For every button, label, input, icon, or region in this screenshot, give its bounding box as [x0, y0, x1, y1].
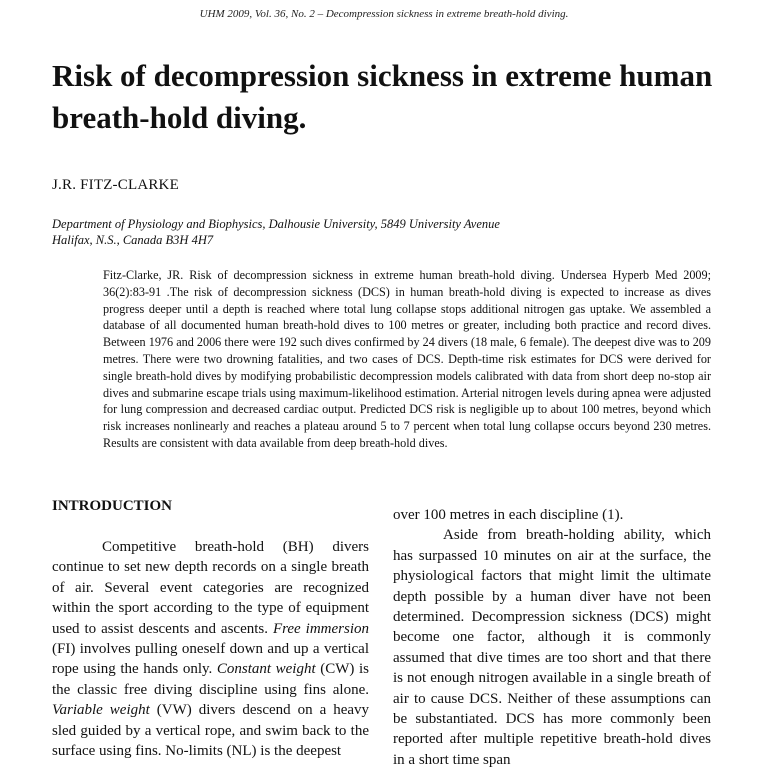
intro-p1-text-4: (VW) divers descend on a heavy sled guided by a vertical rope, and swim back to the surface using fins. No-limits (NL) is the deepest: [52, 702, 370, 760]
left-column: [52, 498, 369, 761]
intro-p1-text-3: (CW) is the classic free diving discipline using fins alone.: [52, 661, 369, 698]
term-constant-weight: Constant weight: [216, 661, 316, 678]
paper-title: Risk of decompression sickness in extreme human breath-hold diving.: [52, 58, 713, 135]
intro-p1-text-2: (FI) involves pulling oneself down and up a vertical rope using the hands only.: [52, 641, 369, 678]
running-head: UHM 2009, Vol. 36, No. 2 – Decompression sickness in extreme breath-hold diving.: [199, 8, 569, 20]
introduction-heading: INTRODUCTION: [52, 498, 173, 514]
right-column: [393, 505, 711, 770]
term-free-immersion: Free immersion: [272, 620, 369, 637]
introduction-paragraph-1: [52, 537, 369, 761]
author-name: J.R. FITZ-CLARKE: [52, 177, 179, 193]
author-affiliation: [52, 216, 692, 248]
abstract: Fitz-Clarke, JR. Risk of decompression sickness in extreme human breath-hold diving. Undersea Hyperb Med 2009; 36(2):83-91 .The risk of decompression sickness (DCS) in human breath-hold diving is expected to increase as dives progress deeper until a depth is reached where total lung collapse stops additional nitrogen gas uptake. We assembled a database of all documented human breath-hold dives to 100 metres or greater, including both practice and record dives. Between 1976 and 2006 there were 192 such dives confirmed by 24 divers (18 male, 6 female). The deepest dive was to 209 metres. There were two drowning fatalities, and two cases of DCS. Depth-time risk estimates for DCS were derived for single breath-hold dives by modifying probabilistic decompression models calibrated with data from short deep no-stop air dives and submarine escape trials using maximum-likelihood estimation. Arterial nitrogen levels during apnea were adjusted for lung compression and decreased cardiac output. Predicted DCS risk is negligible up to about 100 metres, beyond which risk increases nonlinearly and reaches a plateau around 5 to 7 percent when total lung collapse occurs beyond 230 metres. Results are consistent with data available from deep breath-hold dives.: [103, 268, 711, 450]
intro-p1-text-1: Competitive breath-hold (BH) divers continue to set new depth records on a single breath of air. Several event categories are recognized within the sport according to the type of equipment used to assist descents and ascents.: [52, 539, 369, 637]
introduction-paragraph-2: Aside from breath-holding ability, which has surpassed 10 minutes on air at the surface, the physiological factors that might limit the ultimate depth possible by a human diver have not been determined. Decompression sickness (DCS) might become one factor, although it is commonly assumed that dive times are too short and that there is not enough nitrogen available in a single breath of air to cause DCS. Neither of these assumptions can be substantiated. DCS has more commonly been reported after multiple repetitive breath-hold dives in a short time span: [393, 527, 711, 768]
affiliation-line-1: Department of Physiology and Biophysics, Dalhousie University, 5849 University Avenue: [52, 217, 500, 231]
introduction-continuation: over 100 metres in each discipline (1).: [393, 507, 624, 523]
term-variable-weight: Variable weight: [52, 702, 150, 719]
affiliation-line-2: Halifax, N.S., Canada B3H 4H7: [52, 233, 214, 247]
